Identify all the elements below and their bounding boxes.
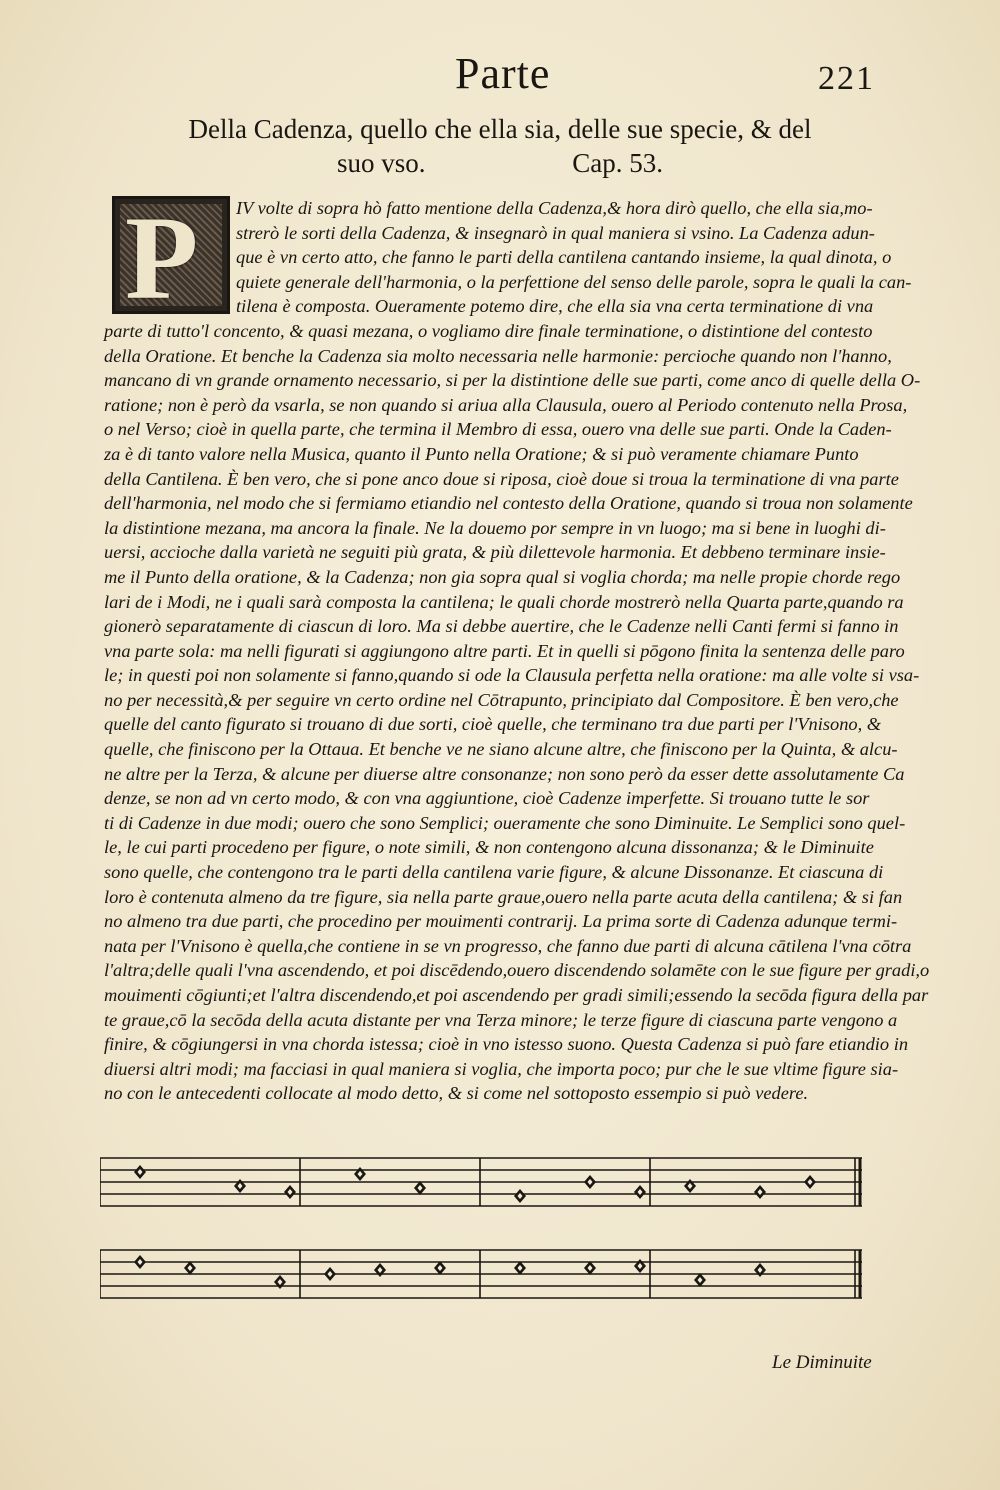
text-line: parte di tutto'l concento, & quasi mezana, o vogliamo dire finale terminatione, o distintione del contesto <box>104 320 873 341</box>
body-text <box>104 196 930 1106</box>
text-line: finire, & cōgiungersi in vna chorda istessa; cioè in vno istesso suono. Questa Cadenza si può fare etiandio in <box>104 1034 909 1055</box>
chapter-heading <box>150 112 850 180</box>
text-line: diuersi altri modi; ma facciasi in qual maniera si voglia, che importa poco; pur che le sue vltime figure sia- <box>104 1058 899 1079</box>
text-line: no per necessità,& per seguire vn certo ordine nel Cōtrapunto, principiato dal Compositore. È ben vero,che <box>104 689 899 710</box>
text-line: za è di tanto valore nella Musica, quanto il Punto nella Oratione; & si può veramente chiamare Punto <box>104 443 859 464</box>
text-line: no almeno tra due parti, che procedino per mouimenti contrarij. La prima sorte di Cadenza adunque termi- <box>104 911 898 932</box>
text-line: vna parte sola: ma nelli figurati si aggiungono altre parti. Et in quelli si pōgono finita la sentenza delle paro <box>104 640 905 661</box>
text-line: le; in questi poi non solamente si fanno,quando si ode la Clausula perfetta nella oratione: ma alle volte si vsa- <box>104 665 920 686</box>
text-line: strerò le sorti della Cadenza, & insegnarò in qual maniera si vsino. La Cadenza adun- <box>236 222 875 243</box>
music-example <box>100 1150 870 1330</box>
text-line: te graue,cō la secōda della acuta distante per vna Terza minore; le terze figure di ciascuna parte vengono a <box>104 1009 898 1030</box>
catchword: Le Diminuite <box>772 1352 872 1373</box>
text-line: della Cantilena. È ben vero, che si pone anco doue si riposa, cioè doue si troua la terminatione di vna parte <box>104 468 899 489</box>
running-title: Parte <box>455 49 551 98</box>
text-line: mouimenti cōgiunti;et l'altra discendendo,et poi ascendendo per gradi simili;essendo la secōda figura della par <box>104 985 929 1005</box>
chapter-number: Cap. 53. <box>572 148 663 178</box>
text-line: tilena è composta. Oueramente potemo dire, che ella sia vna certa terminatione di vna <box>236 296 874 317</box>
text-line: l'altra;delle quali l'vna ascendendo, et poi discēdendo,ouero discendendo solamēte con le sue figure per gradi,o <box>104 960 930 981</box>
text-line: nata per l'Vnisono è quella,che contiene in se vn progresso, che fanno due parti di alcuna cātilena l'vna cōtra <box>104 935 912 956</box>
text-line: ne altre per la Terza, & alcune per diuerse altre consonanze; non sono però da esser dette assolutamente Ca <box>104 763 905 784</box>
text-line: me il Punto della oratione, & la Cadenza; non gia sopra qual si voglia chorda; ma nelle propie chorde rego <box>104 566 901 587</box>
text-line: della Oratione. Et benche la Cadenza sia molto necessaria nelle harmonie: percioche quando non l'hanno, <box>104 345 892 366</box>
text-line: la distintione mezana, ma ancora la finale. Ne la douemo por sempre in vn luogo; ma si bene in luoghi di- <box>104 517 886 538</box>
text-line: loro è contenuta almeno da tre figure, sia nella parte graue,ouero nella parte acuta della cantilena; & si fan <box>104 886 903 907</box>
text-line: mancano di vn grande ornamento necessario, si per la distintione delle sue parti, come anco di quelle della O- <box>104 370 921 391</box>
text-line: no con le antecedenti collocate al modo detto, & si come nel sottoposto essempio si può vedere. <box>104 1083 809 1104</box>
text-line: gionerò separatamente di ciascun di loro. Ma si debbe auertire, che le Cadenze nelli Canti fermi si fanno in <box>104 616 899 637</box>
text-line: quelle, che finiscono per la Ottaua. Et benche ve ne siano alcune altre, che finiscono per la Quinta, & alcu- <box>104 739 898 760</box>
text-line: IV volte di sopra hò fatto mentione della Cadenza,& hora dirò quello, che ella sia,mo- <box>236 198 873 218</box>
text-line: quelle del canto figurato si trouano di due sorti, cioè quelle, che terminano tra due parti per l'Vnisono, & <box>104 714 882 735</box>
text-line: ti di Cadenze in due modi; ouero che sono Semplici; oueramente che sono Diminuite. Le Semplici sono quel- <box>104 812 906 833</box>
chapter-heading-subtitle: suo vso. <box>336 148 426 178</box>
text-line: uersi, accioche dalla varietà ne seguiti più grata, & più dilettevole harmonia. Et debbeno terminare insie- <box>104 542 886 563</box>
text-line: que è vn certo atto, che fanno le parti della cantilena cantando insieme, la qual dinota, o <box>236 247 892 268</box>
text-line: dell'harmonia, nel modo che si fermiamo etiandio nel contesto della Oratione, quando si troua non solamente <box>104 493 913 514</box>
text-line: lari de i Modi, ne i quali sarà composta la cantilena; le quali chorde mostrerò nella Quarta parte,quando ra <box>104 591 904 612</box>
text-line: ratione; non è però da vsarla, se non quando si ariua alla Clausula, ouero al Periodo contenuto nella Prosa, <box>104 394 908 415</box>
initial-letter: P <box>125 196 199 314</box>
chapter-heading-line2 <box>150 146 850 180</box>
text-line: le, le cui parti procedeno per figure, o note simili, & non contengono alcuna dissonanza; & le Diminuite <box>104 837 874 858</box>
text-line: quiete generale dell'harmonia, o la perfettione del senso delle parole, sopra le quali la can- <box>236 271 912 292</box>
page-number: 221 <box>818 60 875 97</box>
chapter-heading-line1: Della Cadenza, quello che ella sia, delle sue specie, & del <box>188 114 812 144</box>
running-head <box>0 48 1000 98</box>
text-line: o nel Verso; cioè in quella parte, che termina il Membro di essa, ouero vna delle sue parti. Onde la Caden- <box>104 419 892 440</box>
text-line: denze, se non ad vn certo modo, & con vna aggiuntione, cioè Cadenze imperfette. Si trouano tutte le sor <box>104 788 870 809</box>
text-line: sono quelle, che contengono tra le parti della cantilena varie figure, & alcune Dissonanze. Et ciascuna di <box>104 862 884 883</box>
